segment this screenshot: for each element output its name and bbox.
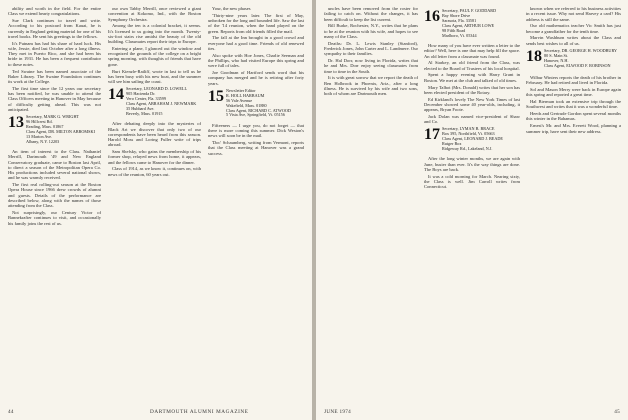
class-number: 16 xyxy=(424,8,440,25)
paragraph: Bill Burke, Rochester, N.Y., writes that he plans to be at the reunion with his wife, and hopes to see many of the Class. xyxy=(324,23,418,39)
officer-line: Beverly, Mass. 01915 xyxy=(126,111,163,116)
officer-line: Vero Center, Fla. 33599 xyxy=(126,97,166,102)
left-column-3 xyxy=(208,6,304,402)
officer-line: Secretary, LYMAN B. BRACE xyxy=(442,127,495,132)
class-heading-15 xyxy=(208,88,304,121)
right-column-1 xyxy=(324,6,418,402)
officer-line: Class Agent, LEONARD J. BEADE xyxy=(442,137,503,142)
officer-line: Class Agent, RICHARD C. ATWOOD xyxy=(226,108,291,113)
class-heading-14 xyxy=(108,86,201,119)
officer-line: 80 S. Main St. xyxy=(544,53,569,58)
officer-line: 5 Vista Ave, Springfield, Vt. 05156 xyxy=(226,113,285,118)
paragraph: Hal Bierman took an extensive trip through the Southwest and writes that it was a wonderful time. xyxy=(526,99,621,110)
paragraph: Mary Talbot (Mrs. Donald) writes that her son has been elected president of the Rotary. xyxy=(424,84,520,95)
class-number: 15 xyxy=(208,87,224,105)
class-heading-16 xyxy=(424,8,520,41)
paragraph: Your, the new phases xyxy=(212,6,251,11)
class-heading-18 xyxy=(526,48,621,73)
paragraph: Also spoke with Hoe Jones, Charlie Seeman and the Phillips, who had visited Europe this spring and were full of tales. xyxy=(208,52,304,69)
paragraph: ability and worth in the field. For the entire Class we extend hearty congratulations. xyxy=(8,6,101,17)
paragraph: It's Putnam has had his share of hard luck. His wife, Jessie, died last October after a long illness. They met in Puerto Rico, and she had been his bride in 1931. He has been a frequent contributor to these notes. xyxy=(8,40,101,67)
paragraph: Burt Kienzle-Ratliff, wrote in last to tell us he has been busy with his new boat, and the summer will see him sailing the coast. xyxy=(108,68,201,85)
paragraph: After debating deeply into the mysteries of Black Art we discover that only two of our correspondents have been heard from this season. Harold Moss and Loring Fuller write of trips abroad. xyxy=(108,121,201,148)
paragraph: Deaths: Dr. L. Lewis Stanley (Stanford), Frederick Jones, John Carter and L. Landmere. Our sympathy to their families. xyxy=(324,40,418,57)
officer-line: Hanover, N.H. xyxy=(544,58,569,63)
page-number: 45 xyxy=(614,409,620,415)
paragraph: Class of 1914, as we know it, continues on, with news of the reunion, 60 years out. xyxy=(108,166,201,177)
class-number: 14 xyxy=(108,86,124,104)
paragraph: uncles have been removed from the roster for failing to catch on. Without the changes, it has been difficult to keep the list current. xyxy=(324,6,418,22)
right-column-2 xyxy=(424,6,520,402)
officer-line: Class Agent, ABRAHAM J. NEWMARK xyxy=(126,102,197,106)
officer-line: R. HOLL HARBAUM xyxy=(226,93,265,98)
paragraph: The first time since the 12 years our secretary has been notified, he was unable to attend the Class Officers meeting in Hanover in May because of difficulty getting ahead. This was not anticipated. xyxy=(8,85,101,112)
paragraph: Sol and Mason Merry were back in Europe again this spring and reported a great time. xyxy=(526,87,621,98)
class-officers xyxy=(442,127,520,152)
paragraph: Ernest's Mr. and Mrs. Everett Wood, planning a summer trip, have sent their new address. xyxy=(526,123,621,134)
officer-line: Secretary, PAUL F. GODDARD xyxy=(442,9,497,13)
paragraph: Wilbur Winters reports the death of his brother in February. He had retired and lived in Florida. xyxy=(526,74,621,86)
page-number: 44 xyxy=(8,409,14,415)
paragraph: Sam Shefsky, who gains the membership of his former shop, relayed news from home, it appears, and the fellows came to Hanover for the dinner. xyxy=(108,149,201,165)
paragraph: The fall at the Inn brought in a good crowd and everyone had a good time. Friends of old renewed ties. xyxy=(208,35,304,51)
officer-line: 905 Hacienda Dr. xyxy=(126,92,156,97)
officer-line: Reading, Mass. 01867 xyxy=(26,124,64,129)
class-officers xyxy=(544,49,621,69)
paragraph: 'Thirty-nine years later. The first of May, unbroken for the long and bounded life. Saw the last of the '14 reunion, when the band played on the green. Reports from old friends filled the mail. xyxy=(208,12,304,34)
paragraph: Among the ten is a colonial bracket, it seems. It's licensed to us going into the month. Twenty-six-foot stairs rise amidst the beauty of the old building. Classmates report their trips to Europe. xyxy=(108,23,201,45)
officer-line: Ridgeway Rd., Lakeland, N.J. xyxy=(442,147,493,152)
paragraph: Al Starkey, an old friend from the Class, was elected to the Board of Trustees of his local hospital. xyxy=(424,60,520,71)
issue-footer: JUNE 1974 xyxy=(324,409,352,415)
officer-line: Albany, N.Y. 12203 xyxy=(26,139,60,144)
officer-line: Box 395, Northfield, Vt. 05663 xyxy=(442,132,495,137)
officer-line: 13 Marion Ave. xyxy=(26,134,53,139)
paragraph: It was a cold morning for March. Nearing sixty, the Class is well. Jim Carroll writes from Connecticut. xyxy=(424,173,520,190)
class-heading-13 xyxy=(8,114,101,147)
paragraph: An item of interest to the Class. Nathaniel Merrill, Dartmouth '49 and New England Conservatory graduate, came to Boston last April, to direct a season of the Metropolitan Opera Co. His productions included several national shows, and he was warmly received. xyxy=(8,149,101,181)
class-officers xyxy=(126,87,201,116)
paragraph: Ed Kirkland's lovely The New York Times of last December showed some 40 year-olds, including, it appears, Bryan Foote. xyxy=(424,96,520,113)
officer-line: Marlboro, Vt. 05344 xyxy=(442,33,477,38)
paragraph: known when we referred to his business activities in a recent issue. Why not send Harvey a card? His address is still the same. xyxy=(526,6,621,22)
paragraph: It is with great sorrow that we report the death of Ben Holbrook in Phoenix, Ariz., after a long illness. He is survived by his wife and two sons, both of whom are Dartmouth men. xyxy=(324,75,418,97)
officer-line: Secretary, DR. GEORGE H. WOODBURY xyxy=(544,48,618,53)
paragraph: our own Tabby Merrill, once reviewed a giant convention at Kokomo, Ind., with the Boston Symphony Orchestra. xyxy=(108,6,201,22)
officer-line: Rutger Box xyxy=(442,142,462,147)
left-page xyxy=(0,0,312,420)
officer-line: Class Agent, ELWOOD F. ROBINSON xyxy=(544,63,611,68)
class-number: 17 xyxy=(424,126,440,144)
officer-line: 56 Vale Avenue xyxy=(226,98,253,103)
paragraph: Dr. Hal Dorr, now living in Florida, writes that he and Mrs. Dorr enjoy seeing classmates from time to time in the South. xyxy=(324,58,418,74)
paragraph: The first real rolling-out season at the Boston Opera House since 1966 drew crowds of alumni and guests. Details of the performance are described below, along with the names of those attending from the Class. xyxy=(8,182,101,209)
officer-line: Secretary, MARK G. WRIGHT xyxy=(26,115,80,120)
officer-line: 98 Fifth Road xyxy=(442,28,466,33)
paragraph: Heeds and Gertrude Gordon spent several months this winter in the Bahamas. xyxy=(526,111,621,122)
paragraph: 'Doc' Schaumberg, writing from Vermont, reports that the Class meeting at Hanover was a grand success. xyxy=(208,140,304,156)
officer-line: Bay Shore Drive xyxy=(442,13,471,18)
officer-line: Wakefield, Mass. 01880 xyxy=(226,103,267,108)
right-column-3 xyxy=(526,6,621,402)
paragraph: Joe Goodman of Hartford sends word that his company has merged and he is retiring after forty years. xyxy=(208,70,304,86)
paragraph: Our old mathematics teacher Vic Smith has just become a grandfather for the tenth time. xyxy=(526,23,621,34)
paragraph: How many of you have ever written a letter to the editor? Well, here is one that may help fill the space. An old letter from a classmate was found. xyxy=(424,43,520,59)
left-column-2 xyxy=(108,6,201,402)
officer-line: Newsletter Editor xyxy=(226,88,256,93)
paragraph: After the long winter months, we are again with June, busier than ever. It's the way things are done. The Boys are back. xyxy=(424,156,520,172)
officer-line: Secretary, LEONARD D. LOWELL xyxy=(126,87,188,92)
class-officers xyxy=(26,115,101,144)
officer-line: Sarasota, Fla. 33581 xyxy=(442,18,477,23)
paragraph: Entering a plane, I glanced out the window and recognized the grounds of the college on a bright spring morning, with thoughts of friends that have gone. xyxy=(108,45,201,67)
left-column-1 xyxy=(8,6,101,402)
magazine-footer: DARTMOUTH ALUMNI MAGAZINE xyxy=(150,409,249,415)
class-officers xyxy=(442,9,520,38)
paragraph: Spent a happy evening with Harry Grant in Boston. We met at the club and talked of old times. xyxy=(424,72,520,83)
paragraph: Jack Dolan was named vice-president of Shaw and Co. xyxy=(424,113,520,125)
officer-line: Class Agent, ARTHUR LOWE xyxy=(442,23,495,28)
paragraph: Marvin Washburn writes about the Class and sends best wishes to all of us. xyxy=(526,35,621,46)
paragraph: Not surprisingly, our Century Victor of Bannekrafter continues to visit, and occasionally his family joins the rest of us. xyxy=(8,210,101,226)
officer-line: 96 Hillcrest Rd. xyxy=(26,120,53,125)
officer-line: Class Agent, DR. MILTON ABROMSKI xyxy=(26,129,95,134)
paragraph: Sue Clark continues to travel and write. According to his postcard from Kauai, he is currently in England getting material for one of his travel books. He sent his greetings to the fellows. xyxy=(8,18,101,39)
class-number: 18 xyxy=(526,47,542,65)
right-page xyxy=(316,0,628,420)
class-heading-17 xyxy=(424,126,520,154)
paragraph: Fifteeners — I urge you, do not forget — that there is more coming this summer. Dick Weston's news will soon be in the mail. xyxy=(208,122,304,139)
class-officers xyxy=(226,89,304,118)
paragraph: Ted Swaine has been named associate of the Baker Library. The Swaine Foundation continues its work at the College. xyxy=(8,68,101,85)
officer-line: 35 Hubbard Ave. xyxy=(126,106,155,111)
class-number: 13 xyxy=(8,114,24,132)
